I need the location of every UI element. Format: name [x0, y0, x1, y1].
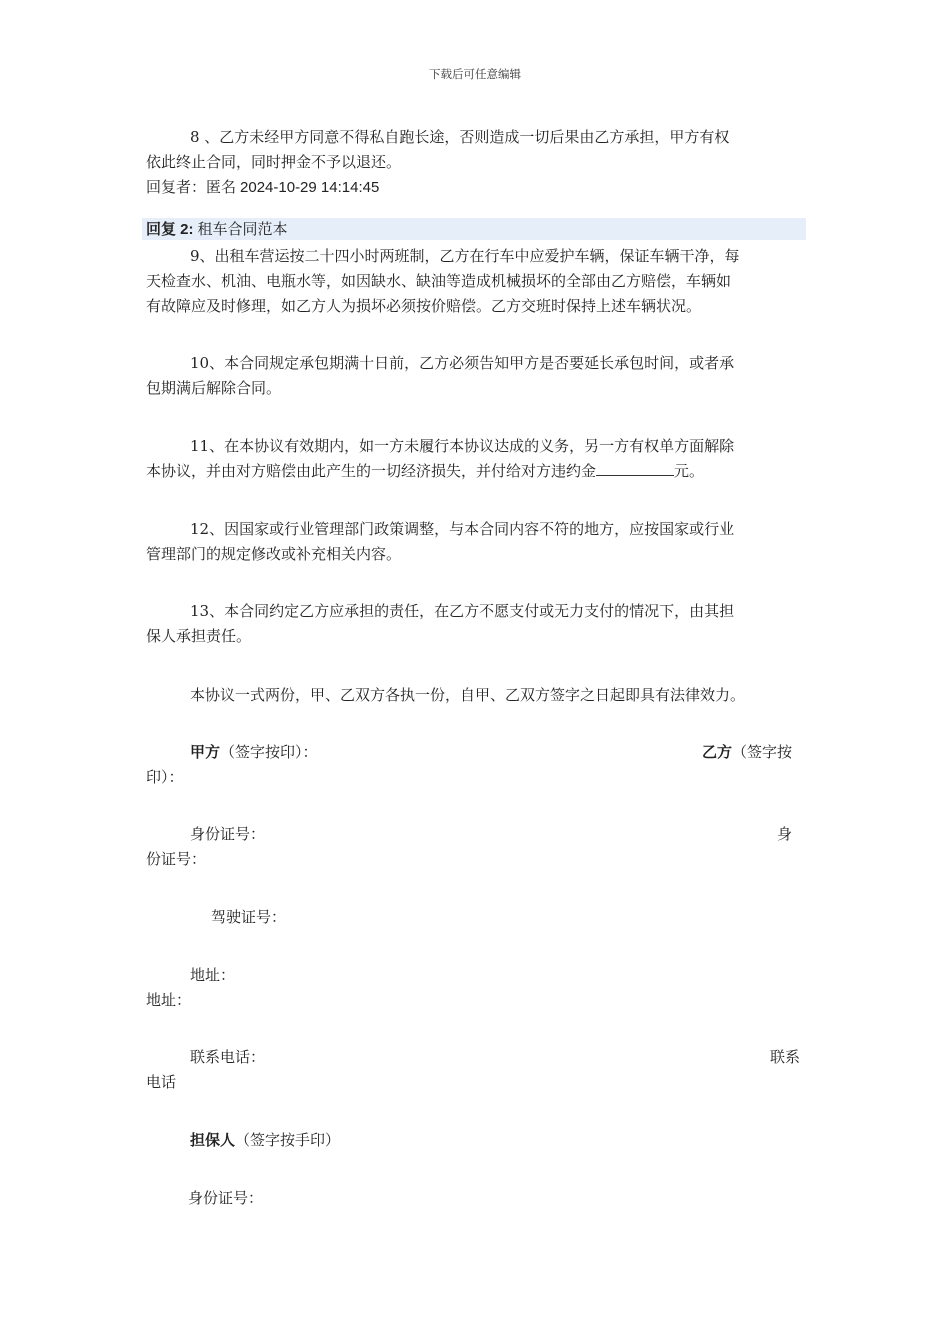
item11-unit: 元。 — [674, 462, 705, 480]
item13-line1: 13、本合同约定乙方应承担的责任，在乙方不愿支付或无力支付的情况下，由其担 — [190, 602, 735, 620]
penalty-amount-blank — [596, 461, 674, 476]
guarantor-label: 担保人 — [190, 1132, 236, 1149]
item10-line2: 包期满后解除合同。 — [146, 379, 282, 397]
reply2-label: 回复 2: — [146, 221, 194, 238]
item8-line2: 依此终止合同，同时押金不予以退还。 — [146, 153, 402, 171]
item13-line2: 保人承担责任。 — [146, 627, 252, 645]
party-b-instruction-wrap: 印）： — [146, 768, 184, 786]
guarantor-id-label: 身份证号： — [188, 1189, 264, 1207]
item9-line1: 9、出租车营运按二十四小时两班制，乙方在行车中应爱护车辆，保证车辆干净，每 — [190, 247, 740, 265]
party-b-id-label: 身 — [776, 825, 792, 843]
party-a-instruction: （签字按印）： — [220, 743, 318, 761]
item12-line1: 12、因国家或行业管理部门政策调整，与本合同内容不符的地方，应按国家或行业 — [190, 520, 735, 538]
item9-line2: 天检查水、机油、电瓶水等，如因缺水、缺油等造成机械损坏的全部由乙方赔偿，车辆如 — [146, 272, 732, 290]
reply2-heading — [146, 219, 288, 240]
party-b-address-label: 地址： — [146, 991, 192, 1009]
party-b-id-label-wrap: 份证号： — [146, 850, 207, 868]
item11-line2 — [146, 461, 704, 481]
guarantor-signature — [190, 1130, 340, 1151]
party-b-signature — [702, 742, 792, 763]
header-note: 下载后可任意编辑 — [429, 67, 521, 81]
driver-license-label: 驾驶证号： — [211, 908, 287, 926]
item11-line2-text: 本协议，并由对方赔偿由此产生的一切经济损失，并付给对方违约金 — [146, 462, 597, 480]
party-a-phone-label: 联系电话： — [190, 1048, 266, 1066]
item9-line3: 有故障应及时修理，如乙方人为损坏必须按价赔偿。乙方交班时保持上述车辆状况。 — [146, 297, 702, 315]
item12-line2: 管理部门的规定修改或补充相关内容。 — [146, 545, 402, 563]
reply1-timestamp: 2024-10-29 14:14:45 — [240, 179, 380, 196]
reply2-title: 租车合同范本 — [197, 220, 288, 238]
guarantor-instruction: （签字按手印） — [235, 1131, 341, 1149]
closing-statement: 本协议一式两份，甲、乙双方各执一份，自甲、乙双方签字之日起即具有法律效力。 — [190, 686, 746, 704]
reply1-label: 回复者：匿名 — [146, 178, 237, 196]
item10-line1: 10、本合同规定承包期满十日前，乙方必须告知甲方是否要延长承包时间，或者承 — [190, 354, 735, 372]
party-a-id-label: 身份证号： — [190, 825, 266, 843]
party-b-instruction: （签字按 — [731, 743, 792, 761]
party-a-label: 甲方 — [190, 744, 221, 761]
party-b-label: 乙方 — [701, 744, 732, 761]
party-b-phone-label: 联系 — [769, 1048, 800, 1066]
item11-line1: 11、在本协议有效期内，如一方未履行本协议达成的义务，另一方有权单方面解除 — [190, 437, 735, 455]
party-b-phone-label-wrap: 电话 — [146, 1073, 177, 1091]
reply1-meta — [146, 177, 379, 198]
item8-line1: 8 、乙方未经甲方同意不得私自跑长途，否则造成一切后果由乙方承担，甲方有权 — [190, 128, 730, 146]
party-a-signature — [190, 742, 318, 763]
party-a-address-label: 地址： — [190, 966, 236, 984]
